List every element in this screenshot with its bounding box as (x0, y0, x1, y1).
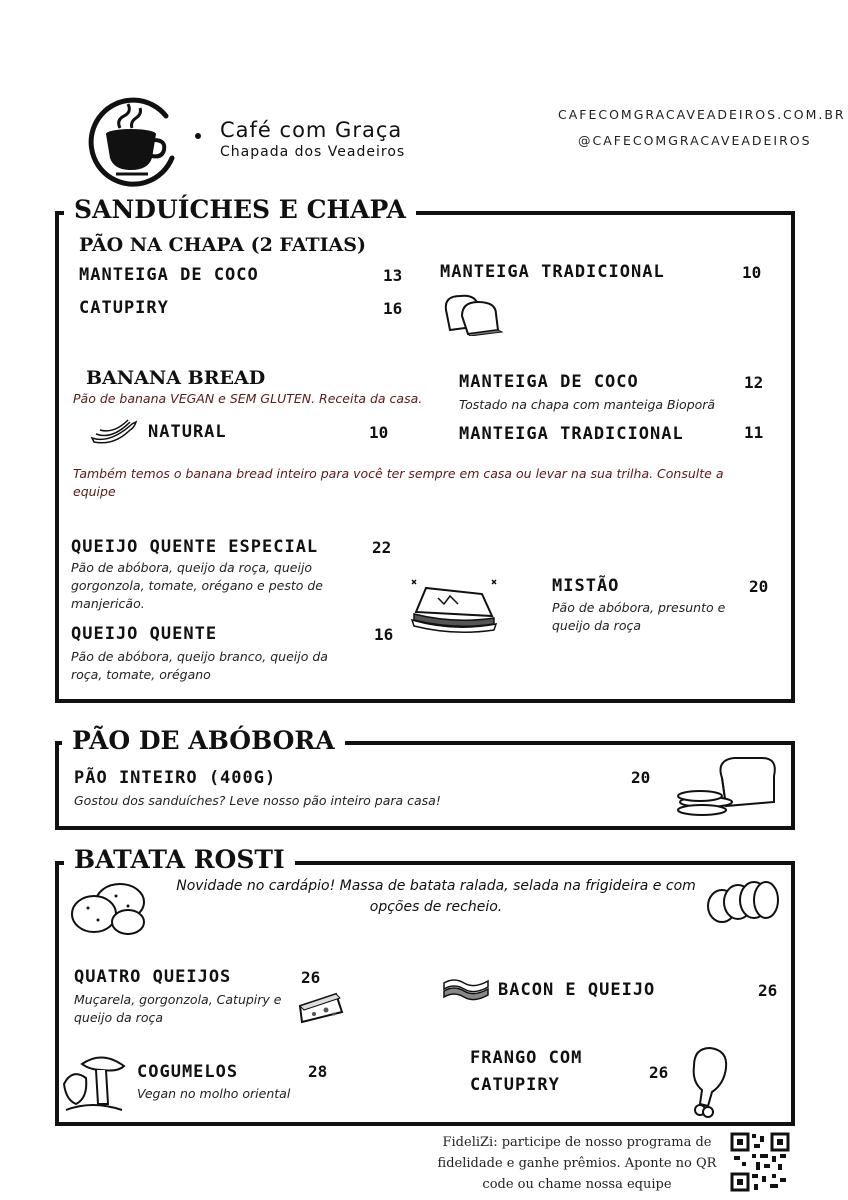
menu-item-description: Pão de abóbora, queijo da roça, queijo gorgonzola, tomate, orégano e pesto de manjericão. (71, 560, 324, 611)
mushroom-icon (62, 1050, 128, 1114)
menu-item-price: 10 (369, 423, 389, 442)
toast-icon (440, 288, 506, 336)
header (0, 0, 848, 200)
loyalty-text: FideliZi: participe de nosso programa de fidelidade e ganhe prêmios. Aponte no QR code ou chame nossa equipe (437, 1135, 717, 1192)
menu-item-price: 26 (301, 968, 321, 987)
sandwiches-title: SANDUÍCHES E CHAPA (64, 195, 416, 224)
menu-item-name: PÃO INTEIRO (400G) (74, 768, 277, 788)
banana-bread-title: BANANA BREAD (86, 367, 266, 389)
menu-item-name: MANTEIGA DE COCO (79, 265, 259, 285)
potato-slices-icon (702, 878, 782, 924)
bacon-icon (442, 975, 490, 1005)
logo-dot (195, 133, 201, 139)
cheese-icon (296, 990, 346, 1026)
menu-item-name: MANTEIGA DE COCO (459, 372, 639, 392)
menu-item-price: 22 (372, 538, 392, 557)
rosti-title: BATATA ROSTI (64, 845, 295, 874)
menu-item-price: 28 (308, 1062, 328, 1081)
menu-item-price: 12 (744, 373, 764, 392)
banana-icon (90, 418, 138, 446)
menu-item-name: NATURAL (148, 422, 227, 442)
menu-item-description: Vegan no molho oriental (137, 1086, 291, 1101)
instagram-link[interactable]: @CAFECOMGRACAVEADEIROS (578, 133, 812, 148)
bread-loaf-icon (676, 752, 780, 820)
menu-item-price: 26 (758, 981, 778, 1000)
menu-item-description: Muçarela, gorgonzola, Catupiry e queijo da roça (74, 992, 282, 1025)
menu-item-price: 16 (374, 625, 394, 644)
menu-item-price: 20 (749, 577, 769, 596)
rosti-intro: Novidade no cardápio! Massa de batata ralada, selada na frigideira e com opções de recheio. (176, 878, 696, 915)
banana-bread-note: Também temos o banana bread inteiro para você ter sempre em casa ou levar na sua trilha. Consulte a equipe (73, 466, 724, 499)
website-link[interactable]: CAFECOMGRACAVEADEIROS.COM.BR (558, 107, 846, 122)
menu-item-price: 10 (742, 263, 762, 282)
banana-bread-subtitle: Pão de banana VEGAN e SEM GLUTEN. Receita da casa. (73, 391, 423, 406)
menu-item-name: FRANGO COM (470, 1048, 583, 1068)
qr-code-icon[interactable] (730, 1132, 790, 1192)
menu-item-name: MANTEIGA TRADICIONAL (459, 424, 684, 444)
menu-item-price: 26 (649, 1063, 669, 1082)
menu-item-name: MISTÃO (552, 576, 620, 596)
menu-item-name: QUATRO QUEIJOS (74, 967, 232, 987)
coffee-cup-logo-icon (86, 96, 182, 188)
menu-item-name: COGUMELOS (137, 1062, 239, 1082)
menu-item-description: Tostado na chapa com manteiga Bioporã (459, 397, 716, 412)
menu-item-description: Gostou dos sanduíches? Leve nosso pão inteiro para casa! (74, 793, 441, 808)
menu-item-description: Pão de abóbora, queijo branco, queijo da roça, tomate, orégano (71, 649, 328, 682)
brand-subtitle: Chapada dos Veadeiros (220, 144, 406, 160)
menu-item-name: MANTEIGA TRADICIONAL (440, 262, 665, 282)
menu-item-price: 13 (383, 266, 403, 285)
abobora-title: PÃO DE ABÓBORA (62, 726, 345, 755)
menu-item-name: QUEIJO QUENTE (71, 624, 218, 644)
menu-item-name: CATUPIRY (79, 298, 169, 318)
menu-item-price: 11 (744, 423, 764, 442)
menu-item-name: BACON E QUEIJO (498, 980, 656, 1000)
menu-item-price: 20 (631, 768, 651, 787)
brand-name: Café com Graça (220, 118, 403, 142)
menu-item-name: QUEIJO QUENTE ESPECIAL (71, 537, 319, 557)
sandwich-icon (408, 574, 500, 634)
pao-chapa-title: PÃO NA CHAPA (2 FATIAS) (79, 234, 366, 256)
menu-item-name: CATUPIRY (470, 1075, 560, 1095)
chicken-leg-icon (686, 1046, 732, 1120)
menu-item-price: 16 (383, 299, 403, 318)
potato-icon (68, 878, 150, 938)
menu-item-description: Pão de abóbora, presunto e queijo da roça (552, 600, 726, 633)
